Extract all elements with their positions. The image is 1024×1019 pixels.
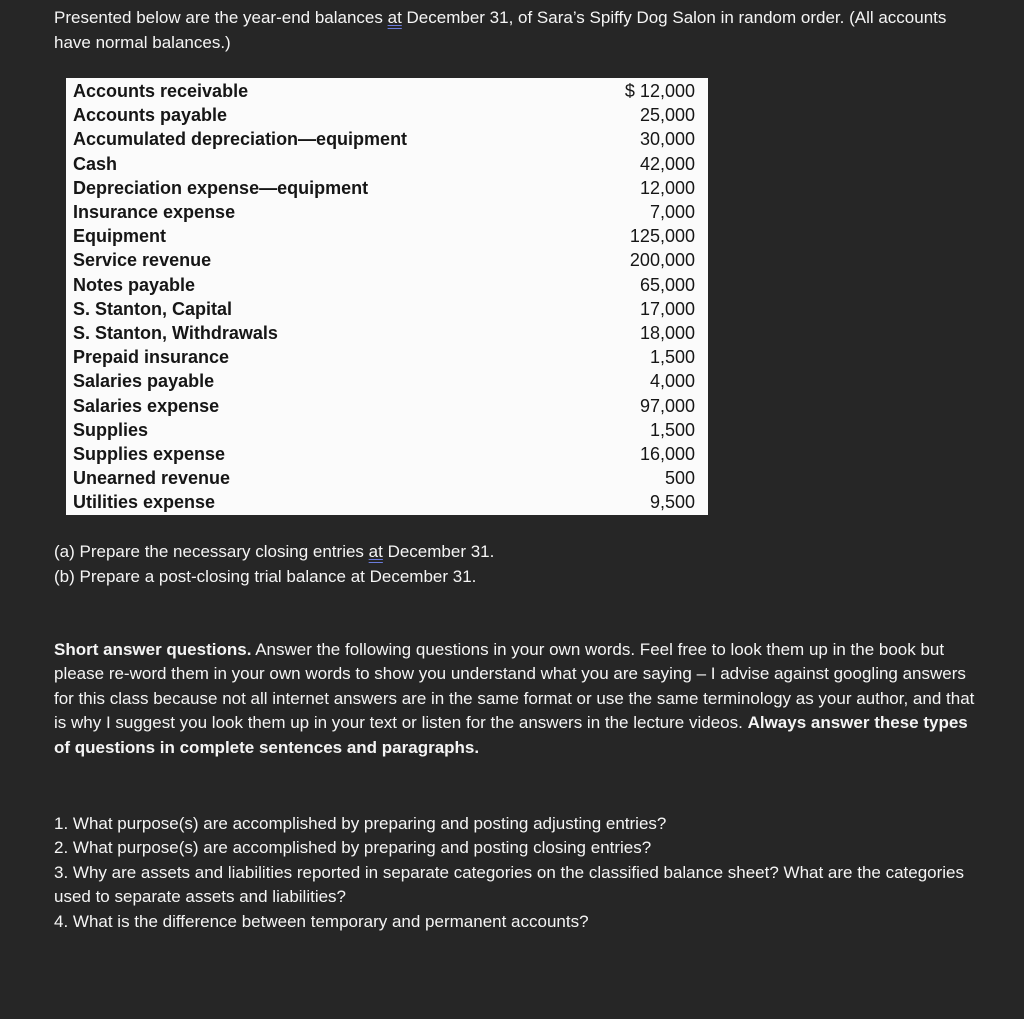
- account-amount: 25,000: [639, 105, 695, 126]
- intro-paragraph: [54, 5, 984, 55]
- account-name: Supplies expense: [73, 444, 226, 464]
- short-answer-emphasis: Always answer these types of questions in complete sentences and paragraphs.: [54, 713, 968, 757]
- balance-row: [66, 103, 708, 127]
- account-amount: 9,500: [649, 492, 695, 513]
- short-answer-heading: Short answer questions.: [54, 640, 252, 659]
- account-name: Accumulated depreciation—equipment: [73, 129, 408, 150]
- task-a: [54, 539, 654, 564]
- intro-at-word: at: [387, 8, 402, 27]
- task-a-start: (a) Prepare the necessary closing entries: [54, 542, 369, 561]
- balance-row: [66, 297, 708, 321]
- account-amount: $ 12,000: [624, 81, 695, 101]
- account-name: Equipment: [73, 226, 166, 247]
- account-name: S. Stanton, Capital: [73, 298, 233, 319]
- account-name: Unearned revenue: [73, 468, 231, 489]
- balance-row: [66, 490, 708, 514]
- account-name: Salaries expense: [73, 395, 220, 416]
- question-item: 4. What is the difference between temporary and permanent accounts?: [54, 911, 589, 931]
- balance-row: [66, 442, 708, 466]
- account-name: Accounts receivable: [73, 81, 249, 101]
- account-amount: 17,000: [639, 298, 695, 319]
- account-amount: 18,000: [639, 323, 695, 343]
- account-name: Salaries payable: [73, 371, 215, 392]
- task-list: [54, 539, 654, 589]
- account-amount: 65,000: [639, 274, 695, 295]
- balance-row: [66, 369, 708, 393]
- account-name: Prepaid insurance: [73, 347, 230, 368]
- account-amount: 1,500: [649, 347, 695, 368]
- short-answer-instructions: [54, 638, 984, 760]
- balance-row: [66, 466, 708, 490]
- balance-row: [66, 345, 708, 369]
- account-amount: 7,000: [649, 202, 695, 222]
- account-amount: 1,500: [649, 419, 695, 440]
- intro-text-start: Presented below are the year-end balances: [54, 8, 388, 27]
- account-amount: 16,000: [639, 444, 695, 464]
- account-amount: 97,000: [639, 395, 695, 416]
- balance-row: [66, 176, 708, 200]
- balance-row: [66, 248, 708, 272]
- task-a-at-word: at: [368, 542, 383, 561]
- balance-row: [66, 224, 708, 248]
- task-a-end: December 31.: [382, 542, 495, 561]
- question-item: 1. What purpose(s) are accomplished by preparing and posting adjusting entries?: [54, 814, 667, 833]
- account-amount: 500: [664, 468, 695, 489]
- account-name: Service revenue: [73, 250, 212, 271]
- balance-row: [66, 418, 708, 442]
- account-name: Accounts payable: [73, 105, 228, 126]
- account-name: Depreciation expense—equipment: [73, 177, 369, 198]
- short-answer-body: Answer the following questions in your own words. Feel free to look them up in the book but please re-word them in your own words to show you understand what you are saying – I advise against googling answers for this class because not all internet answers are in the same format or use the same terminology as your author, and that is why I suggest you look them up in your text or listen for the answers in the lecture videos.: [54, 640, 975, 733]
- question-list: [54, 812, 984, 934]
- account-name: Utilities expense: [73, 492, 216, 513]
- task-b: (b) Prepare a post-closing trial balance at December 31.: [54, 567, 477, 586]
- account-amount: 42,000: [639, 153, 695, 174]
- account-name: Cash: [73, 153, 118, 174]
- account-name: Supplies: [73, 419, 149, 440]
- intro-text-end: December 31, of Sara’s Spiffy Dog Salon in random order. (All accounts have normal balances.): [54, 8, 947, 52]
- account-amount: 200,000: [629, 250, 695, 271]
- account-name: Notes payable: [73, 274, 196, 295]
- balance-row: [66, 394, 708, 418]
- balance-row: [66, 127, 708, 151]
- balance-row: [66, 200, 708, 224]
- account-name: Insurance expense: [73, 202, 236, 222]
- account-amount: 125,000: [629, 226, 695, 247]
- balance-row: [66, 273, 708, 297]
- question-item: 2. What purpose(s) are accomplished by preparing and posting closing entries?: [54, 838, 652, 858]
- balance-row: [66, 152, 708, 176]
- question-item: 3. Why are assets and liabilities reported in separate categories on the classified balance sheet? What are the categories used to separate assets and liabilities?: [54, 862, 965, 907]
- balance-row: [66, 79, 708, 103]
- balance-row: [66, 321, 708, 345]
- account-amount: 12,000: [639, 177, 695, 198]
- account-amount: 30,000: [639, 129, 695, 150]
- account-balances-table: [66, 78, 708, 515]
- account-name: S. Stanton, Withdrawals: [73, 323, 278, 343]
- account-amount: 4,000: [649, 371, 695, 392]
